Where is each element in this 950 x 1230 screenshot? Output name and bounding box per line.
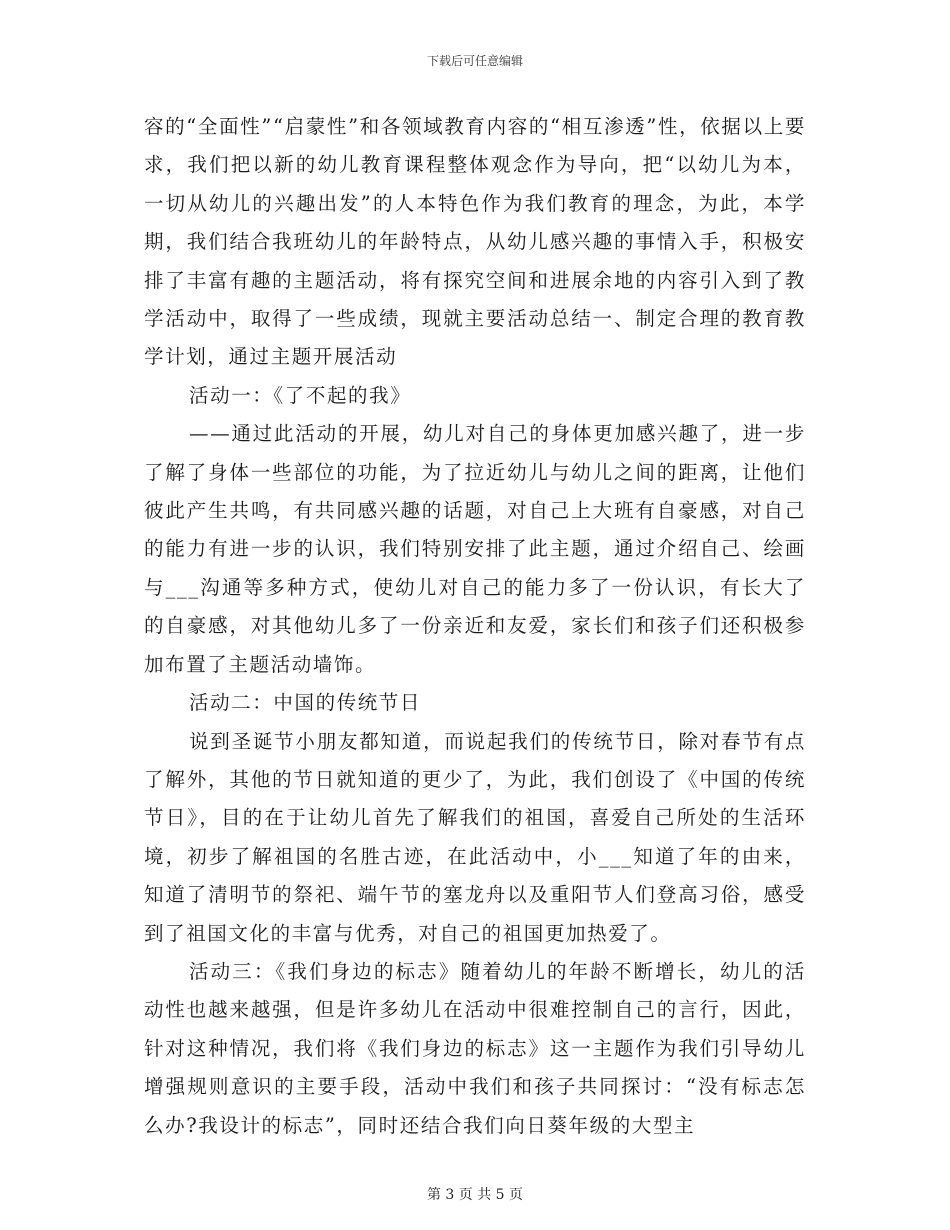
activity-two-body: 说到圣诞节小朋友都知道，而说起我们的传统节日，除对春节有点了解外，其他的节日就知道的更少了，为此，我们创设了《中国的传统节日》，目的在于让幼儿首先了解我们的祖国，喜爱自己所处的生活环境，初步了解祖国的名胜古迹，在此活动中，小___知道了年的由来，知道了清明节的祭祀、端午节的塞龙舟以及重阳节人们登高习俗，感受到了祖国文化的丰富与优秀，对自己的祖国更加热爱了。 [144, 729, 806, 945]
activity-two-heading: 活动二：中国的传统节日 [189, 691, 422, 715]
document-body [144, 108, 806, 1145]
activity-three-body: 活动三：《我们身边的标志》随着幼儿的年龄不断增长，幼儿的活动性也越来越强，但是许多幼儿在活动中很难控制自己的言行，因此，针对这种情况，我们将《我们身边的标志》这一主题作为我们引导幼儿增强规则意识的主要手段，活动中我们和孩子共同探讨：“没有标志怎么办?我设计的标志”，同时还结合我们向日葵年级的大型主 [144, 959, 806, 1137]
activity-one-heading: 活动一：《了不起的我》 [189, 383, 412, 407]
page-header: 下载后可任意编辑 [426, 54, 523, 68]
activity-one-body: ——通过此活动的开展，幼儿对自己的身体更加感兴趣了，进一步了解了身体一些部位的功能，为了拉近幼儿与幼儿之间的距离，让他们彼此产生共鸣，有共同感兴趣的话题，对自己上大班有自豪感，对自己的能力有进一步的认识，我们特别安排了此主题，通过介绍自己、绘画与___沟通等多种方式，使幼儿对自己的能力多了一份认识，有长大了的自豪感，对其他幼儿多了一份亲近和友爱，家长们和孩子们还积极参加布置了主题活动墙饰。 [144, 422, 806, 676]
paragraph-intro: 容的“全面性”“启蒙性”和各领域教育内容的“相互渗透”性，依据以上要求，我们把以新的幼儿教育课程整体观念作为导向，把“以幼儿为本，一切从幼儿的兴趣出发”的人本特色作为我们教育的理念，为此，本学期，我们结合我班幼儿的年龄特点，从幼儿感兴趣的事情入手，积极安排了丰富有趣的主题活动，将有探究空间和进展余地的内容引入到了教学活动中，取得了一些成绩，现就主要活动总结一、制定合理的教育教学计划，通过主题开展活动 [144, 115, 806, 369]
page-footer: 第 3 页 共 5 页 [426, 1187, 524, 1203]
